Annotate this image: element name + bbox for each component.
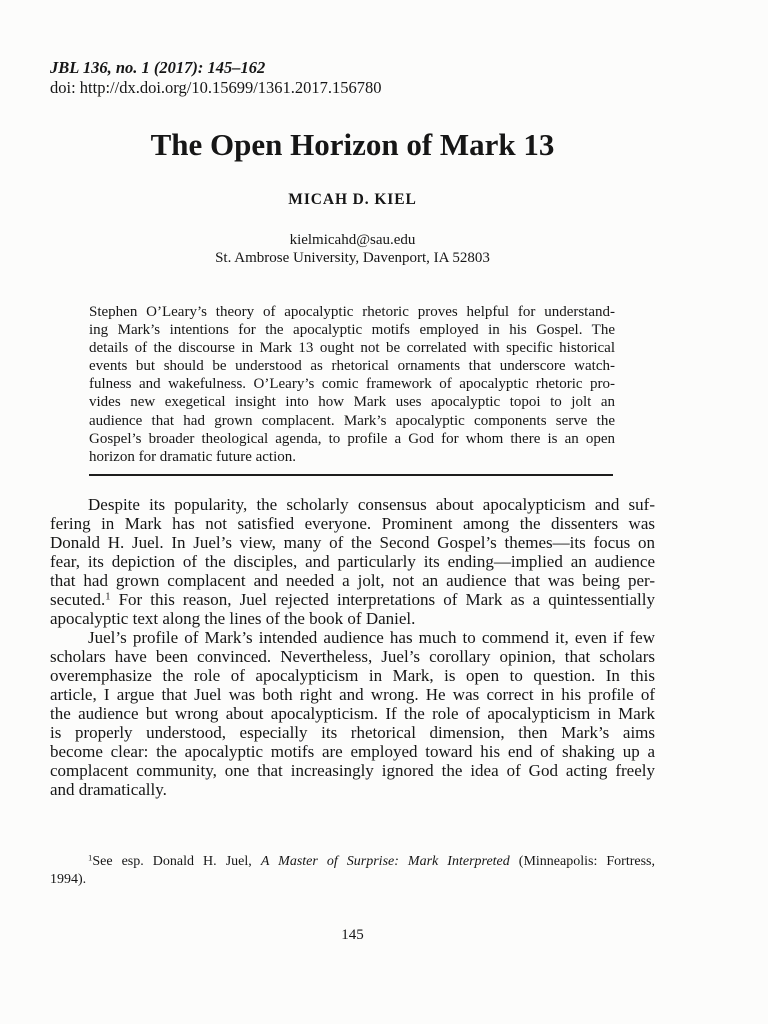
body-line: Juel’s profile of Mark’s intended audience has much to commend it, even if few xyxy=(88,628,655,647)
author-name: MICAH D. KIEL xyxy=(288,191,417,208)
abstract-line: horizon for dramatic future action. xyxy=(89,448,296,465)
abstract xyxy=(89,303,615,466)
body-line: fering in Mark has not satisfied everyone. Prominent among the dissenters was xyxy=(50,514,655,533)
body-line: apocalyptic text along the lines of the book of Daniel. xyxy=(50,609,416,628)
body-line: Despite its popularity, the scholarly consensus about apocalypticism and suf- xyxy=(88,495,655,514)
abstract-line: Gospel’s broader theological agenda, to profile a God for whom there is an open xyxy=(89,430,615,447)
footnote-reference: 1 xyxy=(105,591,111,603)
page-number: 145 xyxy=(341,927,364,943)
paragraph xyxy=(50,628,655,799)
paragraph xyxy=(50,495,655,628)
abstract-line: fulness and wakefulness. O’Leary’s comic framework of apocalyptic rhetoric pro- xyxy=(89,376,615,393)
body-line-text: For this reason, Juel rejected interpretations of Mark as a quintessentially xyxy=(110,590,655,609)
body-line: is properly understood, especially its rhetorical dimension, then Mark’s aims xyxy=(50,723,655,742)
footnote-marker: 1 xyxy=(88,852,93,863)
abstract-line: vides new exegetical insight into how Mark uses apocalyptic topoi to jolt an xyxy=(89,394,615,411)
article-title: The Open Horizon of Mark 13 xyxy=(150,127,555,162)
body-line: scholars have been convinced. Nevertheless, Juel’s corollary opinion, that scholars xyxy=(50,647,655,666)
footnote-text: (Minneapolis: Fortress, xyxy=(509,854,656,869)
author-email: kielmicahd@sau.edu xyxy=(289,232,416,248)
body-line: complacent community, one that increasingly ignored the idea of God acting freely xyxy=(50,761,655,780)
abstract-line: events but should be understood as rhetorical ornaments that underscore watch- xyxy=(89,358,615,375)
body-line: article, I argue that Juel was both right and wrong. He was correct in his profile of xyxy=(50,685,655,704)
doi-line: doi: http://dx.doi.org/10.15699/1361.2017.156780 xyxy=(50,78,382,97)
footnote-line: 1994). xyxy=(50,872,87,887)
body-line-text: secuted. xyxy=(50,590,106,609)
abstract-line: audience that had grown complacent. Mark’s apocalyptic components serve the xyxy=(89,412,615,429)
journal-citation-header xyxy=(50,58,382,98)
abstract-line: Stephen O’Leary’s theory of apocalyptic rhetoric proves helpful for understand- xyxy=(89,304,615,320)
body-text xyxy=(50,495,655,799)
footnote-book-title: A Master of Surprise: Mark Interpreted xyxy=(260,854,510,869)
abstract-line: details of the discourse in Mark 13 ought not be correlated with specific historical xyxy=(89,340,615,357)
body-line: that had grown complacent and needed a jolt, not an audience that was being per- xyxy=(50,571,655,590)
body-line: become clear: the apocalyptic motifs are employed toward his end of shaking up a xyxy=(50,742,655,761)
body-line: Donald H. Juel. In Juel’s view, many of the Second Gospel’s themes—its focus on xyxy=(50,533,655,552)
author-affiliation: St. Ambrose University, Davenport, IA 52803 xyxy=(215,250,490,266)
abstract-line: ing Mark’s intentions for the apocalyptic motifs employed in his Gospel. The xyxy=(89,322,615,339)
body-line: the audience but wrong about apocalypticism. If the role of apocalypticism in Mark xyxy=(50,704,655,723)
journal-citation: JBL 136, no. 1 (2017): 145–162 xyxy=(50,58,266,77)
body-line: overemphasize the role of apocalypticism in Mark, is open to question. In this xyxy=(50,666,655,685)
body-line xyxy=(50,590,655,609)
footnote-text: See esp. Donald H. Juel, xyxy=(92,854,261,869)
abstract-divider xyxy=(89,474,613,476)
footnotes xyxy=(50,853,655,889)
body-line: and dramatically. xyxy=(50,780,167,799)
footnote-line xyxy=(50,853,655,871)
author-block xyxy=(50,190,655,267)
body-line: fear, its depiction of the disciples, and particularly its ending—implied an audience xyxy=(50,552,655,571)
